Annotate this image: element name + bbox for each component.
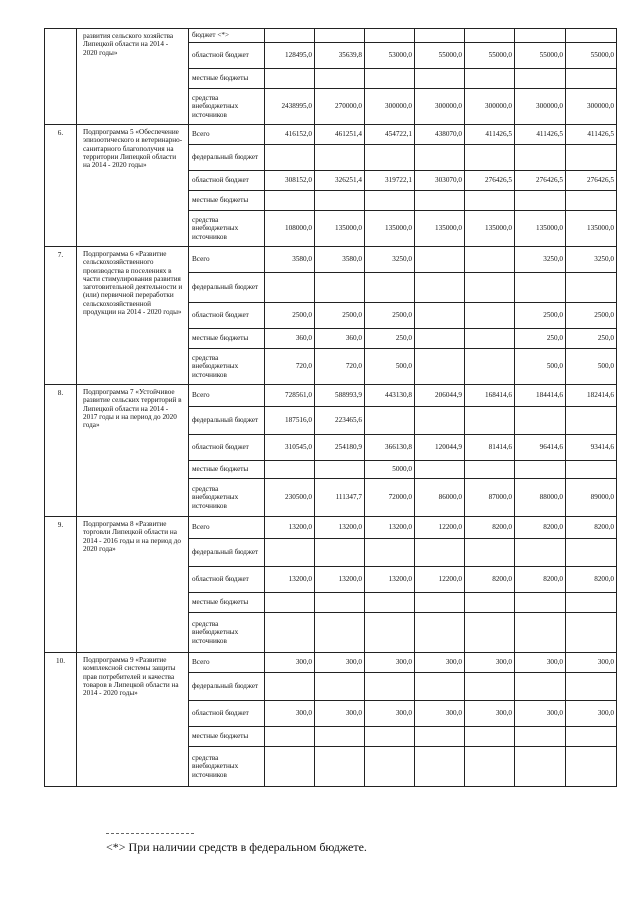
amount-cell bbox=[465, 303, 515, 329]
funding-source: местные бюджеты bbox=[189, 461, 265, 479]
amount-cell bbox=[515, 747, 566, 787]
amount-cell: 93414,6 bbox=[566, 435, 617, 461]
amount-cell bbox=[415, 273, 465, 303]
amount-cell bbox=[265, 29, 315, 43]
subprogram-name: Подпрограмма 9 «Развитие комплексной системы защиты прав потребителей и качества товаров в Липецкой области на 2014 - 2020 годы» bbox=[77, 653, 189, 787]
table-row bbox=[45, 29, 617, 43]
funding-source: областной бюджет bbox=[189, 303, 265, 329]
amount-cell bbox=[365, 273, 415, 303]
funding-source: федеральный бюджет bbox=[189, 273, 265, 303]
footnote-separator bbox=[106, 833, 194, 834]
funding-source: федеральный бюджет bbox=[189, 145, 265, 171]
amount-cell: 135000,0 bbox=[566, 211, 617, 247]
amount-cell bbox=[265, 673, 315, 701]
amount-cell: 300,0 bbox=[566, 701, 617, 727]
amount-cell: 300000,0 bbox=[465, 89, 515, 125]
amount-cell bbox=[566, 145, 617, 171]
amount-cell bbox=[566, 613, 617, 653]
amount-cell: 128495,0 bbox=[265, 43, 315, 69]
table-row bbox=[45, 247, 617, 273]
amount-cell bbox=[465, 613, 515, 653]
amount-cell: 728561,0 bbox=[265, 385, 315, 407]
budget-table bbox=[44, 28, 617, 787]
amount-cell bbox=[315, 29, 365, 43]
amount-cell: 168414,6 bbox=[465, 385, 515, 407]
amount-cell bbox=[265, 191, 315, 211]
amount-cell: 13200,0 bbox=[315, 567, 365, 593]
funding-source: федеральный бюджет bbox=[189, 539, 265, 567]
amount-cell: 8200,0 bbox=[465, 517, 515, 539]
amount-cell: 35639,8 bbox=[315, 43, 365, 69]
amount-cell bbox=[265, 613, 315, 653]
amount-cell: 276426,5 bbox=[566, 171, 617, 191]
funding-source: местные бюджеты bbox=[189, 191, 265, 211]
amount-cell: 135000,0 bbox=[365, 211, 415, 247]
amount-cell bbox=[415, 593, 465, 613]
amount-cell bbox=[515, 191, 566, 211]
amount-cell bbox=[566, 727, 617, 747]
amount-cell: 135000,0 bbox=[415, 211, 465, 247]
amount-cell bbox=[415, 145, 465, 171]
funding-source: Всего bbox=[189, 247, 265, 273]
funding-source: средства внебюджетных источников bbox=[189, 747, 265, 787]
amount-cell bbox=[265, 273, 315, 303]
subprogram-name: Подпрограмма 5 «Обеспечение эпизоотического и ветеринарно-санитарного благополучия на территории Липецкой области на 2014 - 2020 годы» bbox=[77, 125, 189, 247]
amount-cell bbox=[365, 727, 415, 747]
funding-source: Всего bbox=[189, 125, 265, 145]
amount-cell: 3580,0 bbox=[315, 247, 365, 273]
funding-source: средства внебюджетных источников bbox=[189, 613, 265, 653]
amount-cell bbox=[465, 727, 515, 747]
amount-cell: 276426,5 bbox=[515, 171, 566, 191]
amount-cell bbox=[365, 613, 415, 653]
amount-cell bbox=[315, 461, 365, 479]
amount-cell: 300,0 bbox=[265, 701, 315, 727]
amount-cell bbox=[365, 593, 415, 613]
amount-cell: 13200,0 bbox=[365, 567, 415, 593]
amount-cell bbox=[515, 145, 566, 171]
amount-cell bbox=[465, 407, 515, 435]
amount-cell: 300,0 bbox=[265, 653, 315, 673]
amount-cell bbox=[465, 673, 515, 701]
amount-cell: 500,0 bbox=[365, 349, 415, 385]
amount-cell: 250,0 bbox=[515, 329, 566, 349]
table-row bbox=[45, 385, 617, 407]
funding-source: федеральный бюджет bbox=[189, 407, 265, 435]
amount-cell: 3250,0 bbox=[365, 247, 415, 273]
amount-cell bbox=[415, 303, 465, 329]
amount-cell: 182414,6 bbox=[566, 385, 617, 407]
amount-cell bbox=[265, 727, 315, 747]
amount-cell bbox=[465, 329, 515, 349]
amount-cell bbox=[465, 247, 515, 273]
amount-cell: 12200,0 bbox=[415, 517, 465, 539]
amount-cell: 416152,0 bbox=[265, 125, 315, 145]
amount-cell bbox=[365, 407, 415, 435]
amount-cell: 443130,8 bbox=[365, 385, 415, 407]
amount-cell: 135000,0 bbox=[515, 211, 566, 247]
amount-cell: 111347,7 bbox=[315, 479, 365, 517]
amount-cell bbox=[265, 461, 315, 479]
amount-cell bbox=[365, 29, 415, 43]
amount-cell bbox=[415, 247, 465, 273]
amount-cell: 108000,0 bbox=[265, 211, 315, 247]
amount-cell bbox=[415, 69, 465, 89]
amount-cell: 300,0 bbox=[365, 653, 415, 673]
amount-cell: 13200,0 bbox=[265, 567, 315, 593]
amount-cell bbox=[515, 727, 566, 747]
amount-cell bbox=[415, 539, 465, 567]
amount-cell: 8200,0 bbox=[566, 517, 617, 539]
amount-cell: 2500,0 bbox=[265, 303, 315, 329]
amount-cell: 2500,0 bbox=[365, 303, 415, 329]
amount-cell: 120044,9 bbox=[415, 435, 465, 461]
footnote-text: <*> При наличии средств в федеральном бюджете. bbox=[106, 840, 367, 854]
amount-cell: 360,0 bbox=[265, 329, 315, 349]
amount-cell: 300000,0 bbox=[365, 89, 415, 125]
amount-cell bbox=[415, 29, 465, 43]
subprogram-name: Подпрограмма 6 «Развитие сельскохозяйственного производства в поселениях в части стимулирования развития заготовительной деятельности и (или) первичной переработки сельскохозяйственной продукции на 2014 - 2020 годы» bbox=[77, 247, 189, 385]
funding-source: средства внебюджетных источников bbox=[189, 349, 265, 385]
amount-cell bbox=[315, 613, 365, 653]
table-row bbox=[45, 517, 617, 539]
funding-source: областной бюджет bbox=[189, 435, 265, 461]
funding-source: средства внебюджетных источников bbox=[189, 211, 265, 247]
amount-cell bbox=[315, 727, 365, 747]
amount-cell bbox=[315, 747, 365, 787]
amount-cell: 300,0 bbox=[365, 701, 415, 727]
amount-cell: 72000,0 bbox=[365, 479, 415, 517]
amount-cell: 250,0 bbox=[566, 329, 617, 349]
amount-cell bbox=[465, 69, 515, 89]
amount-cell: 300000,0 bbox=[515, 89, 566, 125]
amount-cell bbox=[415, 329, 465, 349]
amount-cell: 300,0 bbox=[515, 701, 566, 727]
amount-cell: 720,0 bbox=[315, 349, 365, 385]
amount-cell: 81414,6 bbox=[465, 435, 515, 461]
amount-cell bbox=[515, 461, 566, 479]
amount-cell: 254180,9 bbox=[315, 435, 365, 461]
amount-cell bbox=[515, 273, 566, 303]
funding-source: средства внебюджетных источников bbox=[189, 479, 265, 517]
amount-cell: 360,0 bbox=[315, 329, 365, 349]
amount-cell: 303070,0 bbox=[415, 171, 465, 191]
funding-source: Всего bbox=[189, 517, 265, 539]
amount-cell bbox=[315, 593, 365, 613]
amount-cell: 135000,0 bbox=[465, 211, 515, 247]
amount-cell: 270000,0 bbox=[315, 89, 365, 125]
amount-cell bbox=[465, 747, 515, 787]
amount-cell bbox=[315, 539, 365, 567]
table-row bbox=[45, 125, 617, 145]
amount-cell bbox=[365, 145, 415, 171]
amount-cell: 206044,9 bbox=[415, 385, 465, 407]
amount-cell bbox=[415, 461, 465, 479]
amount-cell bbox=[515, 29, 566, 43]
amount-cell bbox=[465, 191, 515, 211]
amount-cell bbox=[465, 461, 515, 479]
amount-cell: 55000,0 bbox=[415, 43, 465, 69]
amount-cell bbox=[365, 69, 415, 89]
amount-cell: 55000,0 bbox=[566, 43, 617, 69]
amount-cell bbox=[265, 539, 315, 567]
amount-cell: 500,0 bbox=[566, 349, 617, 385]
amount-cell bbox=[365, 747, 415, 787]
amount-cell: 411426,5 bbox=[515, 125, 566, 145]
row-number: 7. bbox=[45, 247, 77, 385]
amount-cell bbox=[465, 145, 515, 171]
amount-cell: 55000,0 bbox=[515, 43, 566, 69]
amount-cell: 184414,6 bbox=[515, 385, 566, 407]
amount-cell: 438070,0 bbox=[415, 125, 465, 145]
amount-cell bbox=[415, 727, 465, 747]
amount-cell bbox=[465, 349, 515, 385]
funding-source: федеральный бюджет bbox=[189, 673, 265, 701]
amount-cell bbox=[566, 673, 617, 701]
amount-cell: 411426,5 bbox=[465, 125, 515, 145]
amount-cell bbox=[566, 69, 617, 89]
amount-cell: 300,0 bbox=[566, 653, 617, 673]
amount-cell: 500,0 bbox=[515, 349, 566, 385]
funding-source: областной бюджет bbox=[189, 43, 265, 69]
amount-cell: 223465,6 bbox=[315, 407, 365, 435]
amount-cell: 5000,0 bbox=[365, 461, 415, 479]
amount-cell bbox=[265, 593, 315, 613]
amount-cell bbox=[415, 191, 465, 211]
row-number bbox=[45, 29, 77, 125]
amount-cell: 3250,0 bbox=[515, 247, 566, 273]
amount-cell bbox=[566, 593, 617, 613]
amount-cell bbox=[566, 191, 617, 211]
funding-source: местные бюджеты bbox=[189, 69, 265, 89]
amount-cell: 135000,0 bbox=[315, 211, 365, 247]
funding-source: областной бюджет bbox=[189, 171, 265, 191]
amount-cell bbox=[315, 145, 365, 171]
amount-cell: 411426,5 bbox=[566, 125, 617, 145]
amount-cell bbox=[515, 673, 566, 701]
amount-cell: 3580,0 bbox=[265, 247, 315, 273]
amount-cell: 300000,0 bbox=[566, 89, 617, 125]
amount-cell: 8200,0 bbox=[465, 567, 515, 593]
funding-source: бюджет <*> bbox=[189, 29, 265, 43]
amount-cell bbox=[515, 593, 566, 613]
amount-cell bbox=[315, 69, 365, 89]
funding-source: Всего bbox=[189, 385, 265, 407]
amount-cell: 326251,4 bbox=[315, 171, 365, 191]
amount-cell: 300,0 bbox=[465, 701, 515, 727]
amount-cell: 308152,0 bbox=[265, 171, 315, 191]
amount-cell bbox=[265, 145, 315, 171]
amount-cell bbox=[566, 461, 617, 479]
amount-cell: 300,0 bbox=[415, 701, 465, 727]
amount-cell bbox=[365, 673, 415, 701]
amount-cell bbox=[566, 29, 617, 43]
amount-cell bbox=[465, 29, 515, 43]
funding-source: местные бюджеты bbox=[189, 593, 265, 613]
amount-cell bbox=[415, 349, 465, 385]
amount-cell: 300,0 bbox=[515, 653, 566, 673]
amount-cell: 88000,0 bbox=[515, 479, 566, 517]
amount-cell bbox=[415, 673, 465, 701]
funding-source: местные бюджеты bbox=[189, 329, 265, 349]
amount-cell bbox=[365, 191, 415, 211]
amount-cell: 2500,0 bbox=[515, 303, 566, 329]
amount-cell bbox=[515, 539, 566, 567]
amount-cell: 87000,0 bbox=[465, 479, 515, 517]
amount-cell bbox=[465, 273, 515, 303]
amount-cell bbox=[515, 407, 566, 435]
funding-source: Всего bbox=[189, 653, 265, 673]
amount-cell bbox=[315, 191, 365, 211]
amount-cell: 2500,0 bbox=[566, 303, 617, 329]
amount-cell: 13200,0 bbox=[365, 517, 415, 539]
amount-cell: 300,0 bbox=[315, 653, 365, 673]
amount-cell: 454722,1 bbox=[365, 125, 415, 145]
amount-cell: 187516,0 bbox=[265, 407, 315, 435]
amount-cell: 300000,0 bbox=[415, 89, 465, 125]
amount-cell bbox=[315, 673, 365, 701]
amount-cell: 300,0 bbox=[415, 653, 465, 673]
amount-cell: 366130,8 bbox=[365, 435, 415, 461]
row-number: 8. bbox=[45, 385, 77, 517]
amount-cell: 588993,9 bbox=[315, 385, 365, 407]
amount-cell: 2438995,0 bbox=[265, 89, 315, 125]
amount-cell bbox=[365, 539, 415, 567]
row-number: 10. bbox=[45, 653, 77, 787]
amount-cell: 276426,5 bbox=[465, 171, 515, 191]
funding-source: областной бюджет bbox=[189, 701, 265, 727]
row-number: 6. bbox=[45, 125, 77, 247]
amount-cell bbox=[265, 747, 315, 787]
amount-cell: 13200,0 bbox=[265, 517, 315, 539]
subprogram-name: Подпрограмма 8 «Развитие торговли Липецкой области на 2014 - 2016 годы и на период до 2020 года» bbox=[77, 517, 189, 653]
amount-cell: 8200,0 bbox=[566, 567, 617, 593]
amount-cell bbox=[465, 539, 515, 567]
amount-cell bbox=[465, 593, 515, 613]
amount-cell bbox=[415, 613, 465, 653]
amount-cell: 2500,0 bbox=[315, 303, 365, 329]
amount-cell: 55000,0 bbox=[465, 43, 515, 69]
funding-source: местные бюджеты bbox=[189, 727, 265, 747]
amount-cell: 13200,0 bbox=[315, 517, 365, 539]
amount-cell bbox=[415, 747, 465, 787]
amount-cell bbox=[566, 273, 617, 303]
amount-cell: 53000,0 bbox=[365, 43, 415, 69]
amount-cell: 86000,0 bbox=[415, 479, 465, 517]
amount-cell: 12200,0 bbox=[415, 567, 465, 593]
amount-cell bbox=[315, 273, 365, 303]
amount-cell: 8200,0 bbox=[515, 517, 566, 539]
amount-cell bbox=[566, 539, 617, 567]
amount-cell: 720,0 bbox=[265, 349, 315, 385]
amount-cell bbox=[265, 69, 315, 89]
amount-cell: 300,0 bbox=[465, 653, 515, 673]
amount-cell: 461251,4 bbox=[315, 125, 365, 145]
amount-cell bbox=[515, 613, 566, 653]
amount-cell: 319722,1 bbox=[365, 171, 415, 191]
amount-cell: 300,0 bbox=[315, 701, 365, 727]
funding-source: средства внебюджетных источников bbox=[189, 89, 265, 125]
subprogram-name: развития сельского хозяйства Липецкой области на 2014 - 2020 годы» bbox=[77, 29, 189, 125]
funding-source: областной бюджет bbox=[189, 567, 265, 593]
amount-cell: 230500,0 bbox=[265, 479, 315, 517]
amount-cell: 96414,6 bbox=[515, 435, 566, 461]
amount-cell: 8200,0 bbox=[515, 567, 566, 593]
amount-cell: 3250,0 bbox=[566, 247, 617, 273]
amount-cell: 310545,0 bbox=[265, 435, 315, 461]
amount-cell: 250,0 bbox=[365, 329, 415, 349]
amount-cell bbox=[566, 407, 617, 435]
subprogram-name: Подпрограмма 7 «Устойчивое развитие сельских территорий в Липецкой области на 2014 - 2017 годы и на период до 2020 года» bbox=[77, 385, 189, 517]
row-number: 9. bbox=[45, 517, 77, 653]
amount-cell bbox=[415, 407, 465, 435]
table-row bbox=[45, 653, 617, 673]
amount-cell: 89000,0 bbox=[566, 479, 617, 517]
amount-cell bbox=[515, 69, 566, 89]
amount-cell bbox=[566, 747, 617, 787]
